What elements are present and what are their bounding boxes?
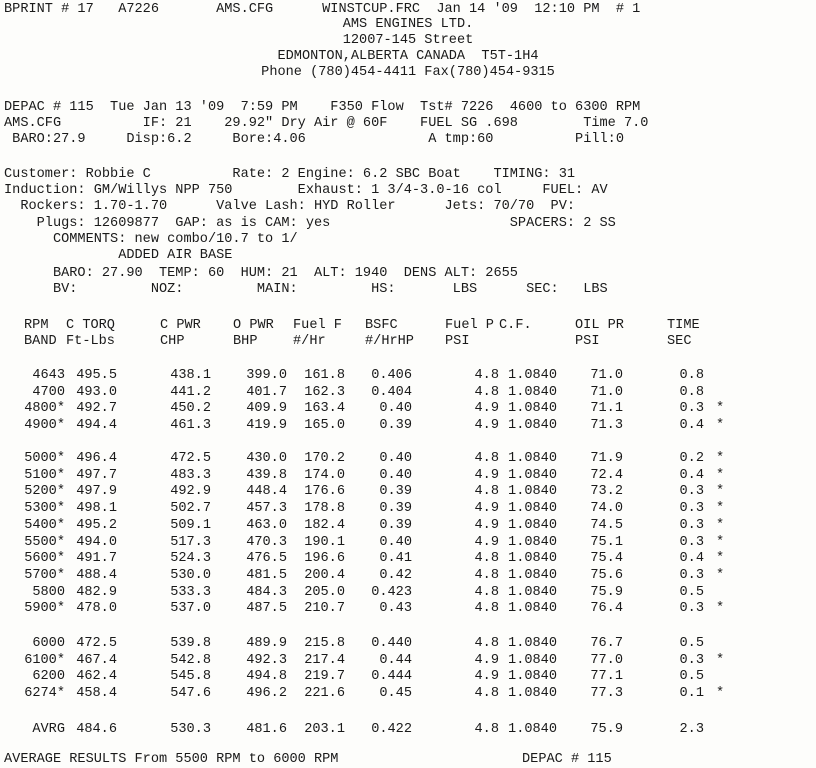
cell-cf: 1.0840 <box>508 401 557 417</box>
cell-oil-pr: 72.4 <box>590 467 623 483</box>
cell-o-pwr: 481.5 <box>246 567 287 583</box>
cell-rpm: RPM <box>24 318 49 333</box>
cell-bsfc: 0.444 <box>371 669 412 685</box>
cell-o-pwr: 476.5 <box>246 551 287 567</box>
engine-info-line: Rockers: 1.70-1.70 Valve Lash: HYD Roller Jets: 70/70 PV: <box>4 199 576 214</box>
cell-c-pwr: 502.7 <box>170 501 211 517</box>
cell-c-torq: 482.9 <box>76 584 117 600</box>
cell-c-pwr: 537.0 <box>170 601 211 617</box>
cell-oil-pr: 74.5 <box>590 517 623 533</box>
cell-c-torq: 491.7 <box>76 551 117 567</box>
cell-bsfc: BSFC <box>365 318 398 333</box>
cell-oil-pr: 75.9 <box>590 722 623 737</box>
cell-o-pwr: 401.7 <box>246 384 287 400</box>
cell-time: 0.3 <box>679 652 704 668</box>
cell-oil-pr: 76.4 <box>590 601 623 617</box>
cell-rpm: 5900* <box>24 601 65 617</box>
cell-c-torq: 494.0 <box>76 534 117 550</box>
cell-c-pwr: 450.2 <box>170 401 211 417</box>
cell-c-pwr: 530.0 <box>170 567 211 583</box>
cell-oil-pr: 75.4 <box>590 551 623 567</box>
cell-flag: * <box>716 418 725 434</box>
cell-c-torq: 497.7 <box>76 467 117 483</box>
cell-rpm: AVRG <box>32 722 65 737</box>
cell-rpm: 6200 <box>32 669 65 685</box>
cell-time: 0.3 <box>679 567 704 583</box>
cell-fuel-f: 210.7 <box>304 601 345 617</box>
cell-rpm: 4800* <box>24 401 65 417</box>
cell-cf: 1.0840 <box>508 551 557 567</box>
cell-fuel-f: 162.3 <box>304 384 345 400</box>
conditions-line: BARO: 27.90 TEMP: 60 HUM: 21 ALT: 1940 DENS ALT: 2655 <box>4 266 518 281</box>
cell-bsfc: 0.40 <box>379 401 412 417</box>
engine-info-line: Plugs: 12609877 GAP: as is CAM: yes SPACERS: 2 SS <box>4 216 616 231</box>
cell-c-pwr: C PWR <box>160 318 201 333</box>
cell-o-pwr: 481.6 <box>246 722 287 737</box>
cell-cf: 1.0840 <box>508 501 557 517</box>
cell-c-torq: 488.4 <box>76 567 117 583</box>
cell-bsfc: 0.45 <box>379 686 412 702</box>
cell-flag: * <box>716 601 725 617</box>
cell-o-pwr: 484.3 <box>246 584 287 600</box>
cell-cf: 1.0840 <box>508 652 557 668</box>
cell-fuel-f: 163.4 <box>304 401 345 417</box>
conditions-line: BV: NOZ: MAIN: HS: LBS SEC: LBS <box>4 282 608 297</box>
report-header-line: BPRINT # 17 A7226 AMS.CFG WINSTCUP.FRC Jan 14 '09 12:10 PM # 1 <box>4 2 641 17</box>
cell-c-pwr: 545.8 <box>170 669 211 685</box>
cell-c-torq: C TORQ <box>66 318 115 333</box>
cell-cf: 1.0840 <box>508 584 557 600</box>
cell-fuel-f: 170.2 <box>304 451 345 466</box>
cell-fuel-p: Fuel P <box>445 318 494 333</box>
cell-cf: 1.0840 <box>508 534 557 550</box>
cell-c-pwr: 533.3 <box>170 584 211 600</box>
cell-o-pwr: 470.3 <box>246 534 287 550</box>
cell-oil-pr: 76.7 <box>590 636 623 651</box>
cell-fuel-p: 4.8 <box>474 551 499 567</box>
cell-fuel-p: 4.9 <box>474 669 499 685</box>
cell-fuel-f: 217.4 <box>304 652 345 668</box>
cell-o-pwr: 448.4 <box>246 484 287 500</box>
cell-cf: 1.0840 <box>508 451 557 466</box>
cell-flag: * <box>716 686 725 702</box>
cell-c-pwr: 483.3 <box>170 467 211 483</box>
cell-c-torq: 467.4 <box>76 652 117 668</box>
cell-cf: 1.0840 <box>508 384 557 400</box>
cell-bsfc: 0.440 <box>371 636 412 651</box>
cell-rpm: 5300* <box>24 501 65 517</box>
cell-fuel-p: 4.8 <box>474 484 499 500</box>
cell-flag: * <box>716 567 725 583</box>
cell-o-pwr: 409.9 <box>246 401 287 417</box>
cell-time: 0.3 <box>679 484 704 500</box>
cell-bsfc: 0.406 <box>371 368 412 383</box>
cell-bsfc: 0.39 <box>379 501 412 517</box>
cell-bsfc: 0.40 <box>379 534 412 550</box>
cell-o-pwr: 419.9 <box>246 418 287 434</box>
cell-c-pwr: 524.3 <box>170 551 211 567</box>
company-street: 12007-145 Street <box>342 33 474 48</box>
cell-flag: * <box>716 652 725 668</box>
cell-rpm: 5500* <box>24 534 65 550</box>
cell-fuel-p: 4.8 <box>474 722 499 737</box>
cell-bsfc: 0.40 <box>379 451 412 466</box>
company-phone: Phone (780)454-4411 Fax(780)454-9315 <box>261 65 555 80</box>
cell-o-pwr: 439.8 <box>246 467 287 483</box>
cell-c-torq: 492.7 <box>76 401 117 417</box>
cell-time: 0.2 <box>679 451 704 466</box>
cell-c-pwr: 542.8 <box>170 652 211 668</box>
run-info-line: BARO:27.9 Disp:6.2 Bore:4.06 A tmp:60 Pill:0 <box>4 132 624 147</box>
cell-fuel-p: 4.9 <box>474 534 499 550</box>
cell-time: 0.5 <box>679 669 704 685</box>
comments-line: COMMENTS: new combo/10.7 to 1/ <box>4 232 298 247</box>
cell-time: 0.5 <box>679 584 704 600</box>
cell-c-pwr: CHP <box>160 334 185 349</box>
cell-fuel-p: 4.8 <box>474 384 499 400</box>
cell-rpm: 6000 <box>32 636 65 651</box>
cell-c-pwr: 547.6 <box>170 686 211 702</box>
cell-oil-pr: PSI <box>575 334 600 349</box>
cell-o-pwr: 496.2 <box>246 686 287 702</box>
cell-fuel-f: #/Hr <box>293 334 326 349</box>
cell-fuel-p: PSI <box>445 334 470 349</box>
cell-c-pwr: 461.3 <box>170 418 211 434</box>
comments-line: ADDED AIR BASE <box>4 248 233 263</box>
cell-fuel-p: 4.8 <box>474 584 499 600</box>
cell-o-pwr: O PWR <box>233 318 274 333</box>
cell-c-torq: 478.0 <box>76 601 117 617</box>
engine-info-line: Customer: Robbie C Rate: 2 Engine: 6.2 SBC Boat TIMING: 31 <box>4 167 576 182</box>
cell-oil-pr: OIL PR <box>575 318 624 333</box>
cell-fuel-f: 165.0 <box>304 418 345 434</box>
cell-cf: 1.0840 <box>508 517 557 533</box>
cell-fuel-p: 4.9 <box>474 501 499 517</box>
cell-fuel-p: 4.8 <box>474 686 499 702</box>
cell-c-torq: 495.5 <box>76 368 117 383</box>
cell-fuel-f: 176.6 <box>304 484 345 500</box>
cell-c-pwr: 492.9 <box>170 484 211 500</box>
cell-fuel-f: 178.8 <box>304 501 345 517</box>
cell-fuel-f: 205.0 <box>304 584 345 600</box>
cell-c-torq: 472.5 <box>76 636 117 651</box>
cell-fuel-f: 190.1 <box>304 534 345 550</box>
cell-bsfc: 0.404 <box>371 384 412 400</box>
cell-rpm: BAND <box>24 334 57 349</box>
cell-time: 0.3 <box>679 401 704 417</box>
cell-o-pwr: 489.9 <box>246 636 287 651</box>
run-info-line: DEPAC # 115 Tue Jan 13 '09 7:59 PM F350 Flow Tst# 7226 4600 to 6300 RPM <box>4 100 641 115</box>
cell-fuel-p: 4.8 <box>474 601 499 617</box>
cell-c-pwr: 438.1 <box>170 368 211 383</box>
cell-cf: C.F. <box>499 318 532 333</box>
cell-fuel-f: 182.4 <box>304 517 345 533</box>
cell-flag: * <box>716 467 725 483</box>
cell-fuel-f: 200.4 <box>304 567 345 583</box>
cell-fuel-f: 203.1 <box>304 722 345 737</box>
cell-flag: * <box>716 517 725 533</box>
cell-c-pwr: 517.3 <box>170 534 211 550</box>
cell-c-pwr: 441.2 <box>170 384 211 400</box>
cell-c-torq: 484.6 <box>76 722 117 737</box>
cell-fuel-p: 4.9 <box>474 418 499 434</box>
cell-cf: 1.0840 <box>508 484 557 500</box>
cell-c-pwr: 509.1 <box>170 517 211 533</box>
cell-time: 0.5 <box>679 636 704 651</box>
cell-oil-pr: 71.3 <box>590 418 623 434</box>
cell-fuel-f: 196.6 <box>304 551 345 567</box>
cell-flag: * <box>716 551 725 567</box>
cell-rpm: 4700 <box>32 384 65 400</box>
cell-fuel-f: 161.8 <box>304 368 345 383</box>
cell-o-pwr: 492.3 <box>246 652 287 668</box>
cell-o-pwr: 457.3 <box>246 501 287 517</box>
cell-oil-pr: 71.9 <box>590 451 623 466</box>
cell-time: 2.3 <box>679 722 704 737</box>
cell-oil-pr: 73.2 <box>590 484 623 500</box>
cell-cf: 1.0840 <box>508 669 557 685</box>
cell-c-torq: 497.9 <box>76 484 117 500</box>
cell-rpm: 4643 <box>32 368 65 383</box>
cell-o-pwr: 399.0 <box>246 368 287 383</box>
run-info-line: AMS.CFG IF: 21 29.92" Dry Air @ 60F FUEL SG .698 Time 7.0 <box>4 116 649 131</box>
cell-fuel-p: 4.8 <box>474 567 499 583</box>
cell-flag: * <box>716 501 725 517</box>
cell-rpm: 5100* <box>24 467 65 483</box>
cell-c-torq: 496.4 <box>76 451 117 466</box>
cell-fuel-p: 4.9 <box>474 652 499 668</box>
cell-fuel-p: 4.8 <box>474 451 499 466</box>
cell-oil-pr: 75.9 <box>590 584 623 600</box>
cell-c-torq: 458.4 <box>76 686 117 702</box>
cell-rpm: 4900* <box>24 418 65 434</box>
cell-cf: 1.0840 <box>508 567 557 583</box>
cell-flag: * <box>716 451 725 466</box>
cell-rpm: 5600* <box>24 551 65 567</box>
footer-depac-label: DEPAC # 115 <box>522 752 612 767</box>
cell-rpm: 5000* <box>24 451 65 466</box>
cell-time: 0.4 <box>679 418 704 434</box>
cell-c-pwr: 472.5 <box>170 451 211 466</box>
cell-bsfc: 0.39 <box>379 484 412 500</box>
cell-oil-pr: 71.0 <box>590 384 623 400</box>
cell-fuel-f: 221.6 <box>304 686 345 702</box>
cell-fuel-p: 4.8 <box>474 636 499 651</box>
cell-c-torq: 498.1 <box>76 501 117 517</box>
cell-fuel-f: Fuel F <box>293 318 342 333</box>
cell-oil-pr: 75.1 <box>590 534 623 550</box>
cell-rpm: 6100* <box>24 652 65 668</box>
cell-rpm: 6274* <box>24 686 65 702</box>
cell-oil-pr: 74.0 <box>590 501 623 517</box>
cell-fuel-p: 4.9 <box>474 467 499 483</box>
cell-bsfc: 0.41 <box>379 551 412 567</box>
cell-cf: 1.0840 <box>508 368 557 383</box>
cell-cf: 1.0840 <box>508 722 557 737</box>
cell-time: 0.4 <box>679 467 704 483</box>
cell-fuel-f: 215.8 <box>304 636 345 651</box>
cell-time: 0.3 <box>679 501 704 517</box>
cell-oil-pr: 77.1 <box>590 669 623 685</box>
cell-time: SEC <box>667 334 692 349</box>
cell-bsfc: 0.39 <box>379 517 412 533</box>
cell-time: 0.1 <box>679 686 704 702</box>
cell-c-torq: Ft-Lbs <box>66 334 115 349</box>
company-name: AMS ENGINES LTD. <box>342 17 474 32</box>
cell-c-torq: 494.4 <box>76 418 117 434</box>
cell-time: 0.3 <box>679 601 704 617</box>
cell-bsfc: #/HrHP <box>365 334 414 349</box>
cell-time: 0.3 <box>679 517 704 533</box>
engine-info-line: Induction: GM/Willys NPP 750 Exhaust: 1 3/4-3.0-16 col FUEL: AV <box>4 183 608 198</box>
cell-bsfc: 0.422 <box>371 722 412 737</box>
cell-fuel-p: 4.9 <box>474 517 499 533</box>
cell-bsfc: 0.423 <box>371 584 412 600</box>
cell-o-pwr: 463.0 <box>246 517 287 533</box>
cell-c-torq: 462.4 <box>76 669 117 685</box>
cell-bsfc: 0.44 <box>379 652 412 668</box>
cell-c-pwr: 530.3 <box>170 722 211 737</box>
cell-time: 0.8 <box>679 368 704 383</box>
cell-oil-pr: 71.1 <box>590 401 623 417</box>
company-city: EDMONTON,ALBERTA CANADA T5T-1H4 <box>277 49 539 64</box>
cell-o-pwr: 430.0 <box>246 451 287 466</box>
cell-rpm: 5800 <box>32 584 65 600</box>
cell-oil-pr: 75.6 <box>590 567 623 583</box>
cell-rpm: 5200* <box>24 484 65 500</box>
cell-oil-pr: 71.0 <box>590 368 623 383</box>
cell-cf: 1.0840 <box>508 467 557 483</box>
cell-o-pwr: 494.8 <box>246 669 287 685</box>
cell-oil-pr: 77.0 <box>590 652 623 668</box>
cell-flag: * <box>716 484 725 500</box>
cell-o-pwr: 487.5 <box>246 601 287 617</box>
cell-flag: * <box>716 401 725 417</box>
cell-cf: 1.0840 <box>508 418 557 434</box>
cell-fuel-p: 4.8 <box>474 368 499 383</box>
cell-time: 0.3 <box>679 534 704 550</box>
cell-rpm: 5400* <box>24 517 65 533</box>
cell-rpm: 5700* <box>24 567 65 583</box>
cell-cf: 1.0840 <box>508 686 557 702</box>
cell-cf: 1.0840 <box>508 601 557 617</box>
cell-cf: 1.0840 <box>508 636 557 651</box>
cell-fuel-f: 219.7 <box>304 669 345 685</box>
cell-time: 0.4 <box>679 551 704 567</box>
cell-o-pwr: BHP <box>233 334 258 349</box>
cell-fuel-f: 174.0 <box>304 467 345 483</box>
cell-flag: * <box>716 534 725 550</box>
cell-bsfc: 0.39 <box>379 418 412 434</box>
cell-oil-pr: 77.3 <box>590 686 623 702</box>
cell-bsfc: 0.43 <box>379 601 412 617</box>
cell-fuel-p: 4.9 <box>474 401 499 417</box>
cell-time: 0.8 <box>679 384 704 400</box>
cell-time: TIME <box>667 318 700 333</box>
cell-c-torq: 495.2 <box>76 517 117 533</box>
cell-c-pwr: 539.8 <box>170 636 211 651</box>
cell-c-torq: 493.0 <box>76 384 117 400</box>
footer-average-note: AVERAGE RESULTS From 5500 RPM to 6000 RPM <box>4 752 339 767</box>
cell-bsfc: 0.42 <box>379 567 412 583</box>
cell-bsfc: 0.40 <box>379 467 412 483</box>
